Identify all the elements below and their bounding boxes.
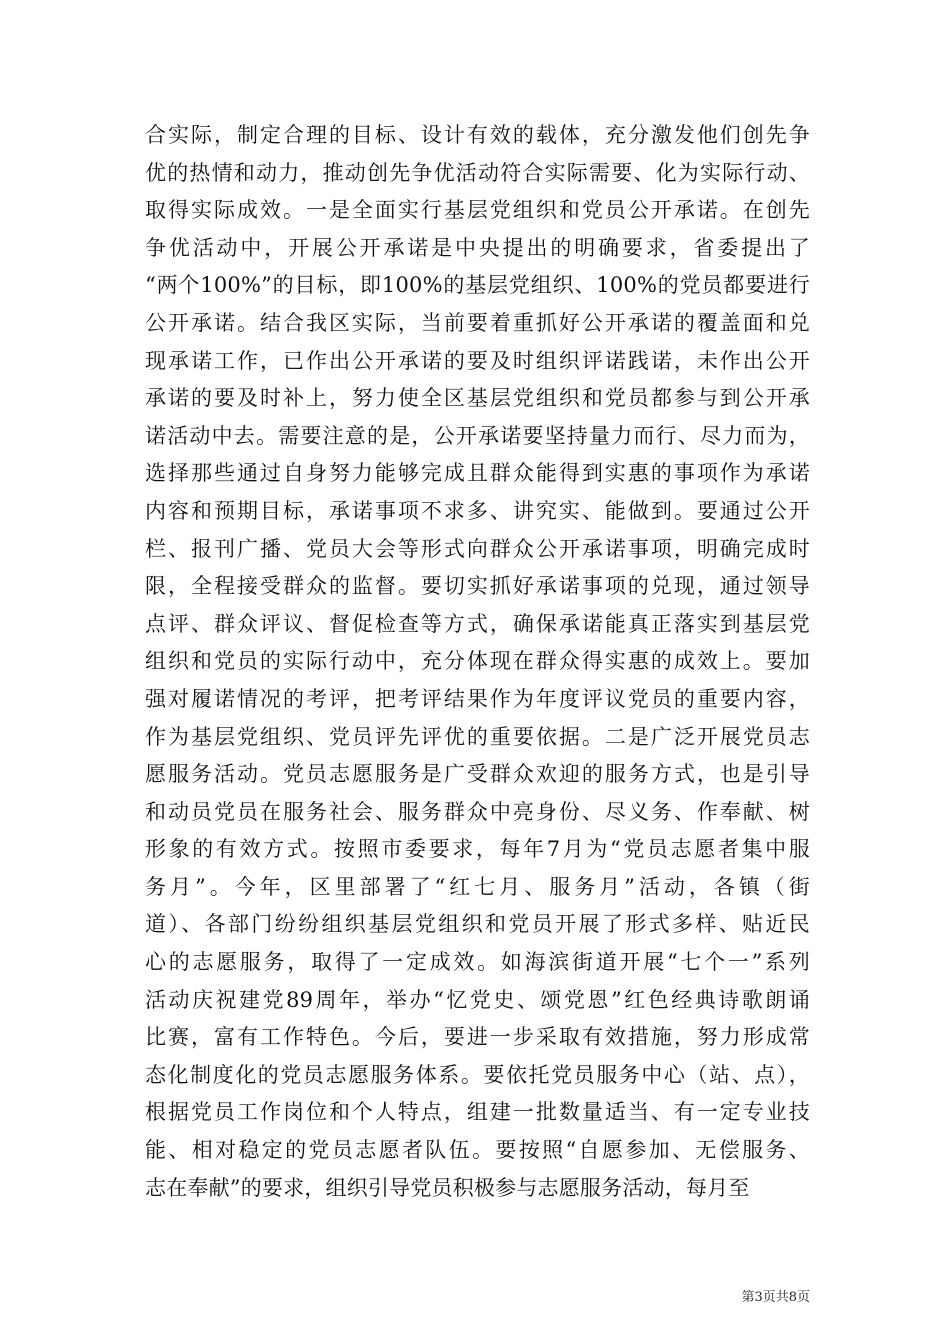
text-line: 公开承诺。结合我区实际，当前要着重抓好公开承诺的覆盖面和兑 [145,310,810,335]
text-line: 限，全程接受群众的监督。要切实抓好承诺事项的兑现，通过领导 [145,574,810,599]
text-line: 栏、报刊广播、党员大会等形式向群众公开承诺事项，明确完成时 [145,536,810,561]
body-text [145,117,810,1207]
text-line: 根据党员工作岗位和个人特点，组建一批数量适当、有一定专业技 [145,1100,810,1125]
text-line: 合实际，制定合理的目标、设计有效的载体，充分激发他们创先争 [145,123,810,147]
text-line: 比赛，富有工作特色。今后，要进一步采取有效措施，努力形成常 [145,1025,810,1050]
text-line: 作为基层党组织、党员评先评优的重要依据。二是广泛开展党员志 [145,724,810,749]
text-line: 心的志愿服务，取得了一定成效。如海滨街道开展“七个一”系列 [145,950,810,975]
text-line: 形象的有效方式。按照市委要求，每年7月为“党员志愿者集中服 [145,837,810,862]
page-footer: 第3页共8页 [741,1290,810,1305]
text-line: 道）、各部门纷纷组织基层党组织和党员开展了形式多样、贴近民 [145,912,810,937]
text-line: 争优活动中，开展公开承诺是中央提出的明确要求，省委提出了 [145,235,810,260]
text-line: 志在奉献”的要求，组织引导党员积极参与志愿服务活动，每月至 [145,1175,750,1200]
text-line: “两个100%”的目标，即100%的基层党组织、100%的党员都要进行 [145,273,810,298]
text-line: 优的热情和动力，推动创先争优活动符合实际需要、化为实际行动、 [145,160,810,185]
text-line: 活动庆祝建党89周年，举办“忆党史、颂党恩”红色经典诗歌朗诵 [145,987,810,1012]
text-line: 强对履诺情况的考评，把考评结果作为年度评议党员的重要内容， [145,686,810,711]
text-line: 和动员党员在服务社会、服务群众中亮身份、尽义务、作奉献、树 [145,799,810,824]
text-line: 务月”。今年，区里部署了“红七月、服务月”活动，各镇（街 [145,874,810,899]
text-line: 内容和预期目标，承诺事项不求多、讲究实、能做到。要通过公开 [145,498,810,523]
text-line: 能、相对稳定的党员志愿者队伍。要按照“自愿参加、无偿服务、 [145,1138,810,1163]
text-line: 诺活动中去。需要注意的是，公开承诺要坚持量力而行、尽力而为， [145,423,810,448]
text-line: 点评、群众评议、督促检查等方式，确保承诺能真正落实到基层党 [145,611,810,636]
text-line: 取得实际成效。一是全面实行基层党组织和党员公开承诺。在创先 [145,198,810,223]
text-line: 态化制度化的党员志愿服务体系。要依托党员服务中心（站、点）， [145,1062,810,1087]
text-line: 选择那些通过自身努力能够完成且群众能得到实惠的事项作为承诺 [145,461,810,486]
text-line: 愿服务活动。党员志愿服务是广受群众欢迎的服务方式，也是引导 [145,762,810,787]
text-line: 组织和党员的实际行动中，充分体现在群众得实惠的成效上。要加 [145,649,810,674]
text-line: 现承诺工作，已作出公开承诺的要及时组织评诺践诺，未作出公开 [145,348,810,373]
text-line: 承诺的要及时补上，努力使全区基层党组织和党员都参与到公开承 [145,386,810,411]
